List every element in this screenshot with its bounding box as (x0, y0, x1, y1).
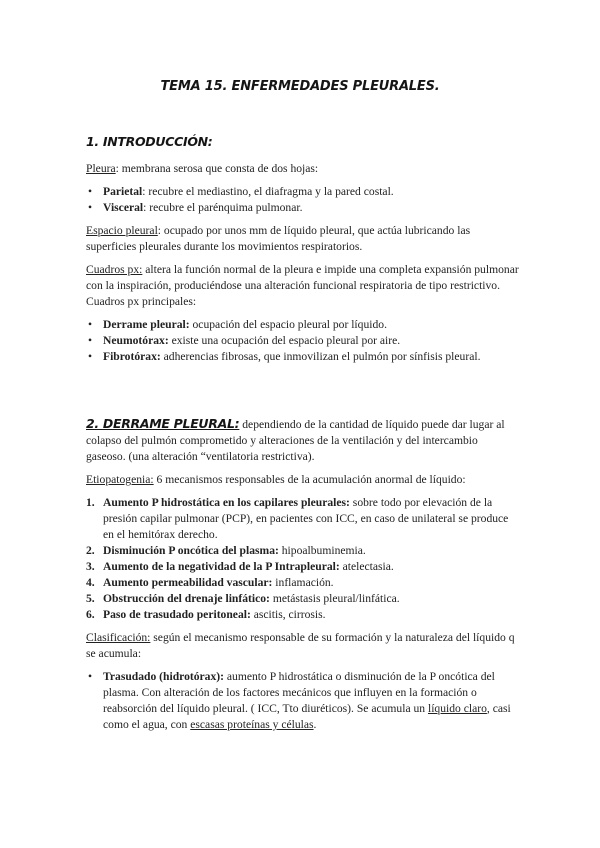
list-item: • Parietal: recubre el mediastino, el diafragma y la pared costal. (88, 185, 394, 198)
list-item: 6. Paso de trasudado peritoneal: ascitis, cirrosis. (86, 608, 326, 621)
list-item: • Neumotórax: existe una ocupación del espacio pleural por aire. (88, 334, 401, 347)
bullet-icon: • (88, 185, 93, 198)
bullet-icon: • (88, 350, 93, 363)
derrame-section (86, 416, 520, 733)
pleura-term: Pleura (86, 162, 116, 175)
bullet-icon: • (88, 670, 93, 683)
bullet-icon: • (88, 318, 93, 331)
espacio-paragraph: Espacio pleural: ocupado por unos mm de líquido pleural, que actúa lubricando las superficies pleurales durante los movimientos respiratorios. (86, 224, 471, 253)
bullet-icon: • (88, 334, 93, 347)
clasificacion-list (86, 669, 520, 733)
cuadros-list (86, 317, 520, 365)
list-item: • Trasudado (hidrotórax): aumento P hidrostática o disminución de la P oncótica del plasma. Con alteración de los factores mecánicos que influyen en la formación o reabsorción del líquido pleural. ( ICC, Tto diuréticos). Se acumula un líquido claro, casi como el agua, con escasas proteínas y células. (88, 670, 511, 731)
list-item: 4. Aumento permeabilidad vascular: inflamación. (86, 576, 334, 589)
derrame-heading: 2. DERRAME PLEURAL: (86, 416, 240, 431)
list-item: 2. Disminución P oncótica del plasma: hipoalbuminemia. (86, 544, 366, 557)
list-item: • Fibrotórax: adherencias fibrosas, que inmovilizan el pulmón por sínfisis pleural. (88, 350, 481, 363)
pleura-list (86, 184, 520, 216)
list-item: 1. Aumento P hidrostática en los capilares pleurales: sobre todo por elevación de la presión capilar pulmonar (PCP), en pacientes con ICC, en caso de unilateral se produce en el hemitórax derecho. (86, 496, 509, 541)
bullet-icon: • (88, 201, 93, 214)
etio-paragraph: Etiopatogenia: 6 mecanismos responsables de la acumulación anormal de líquido: (86, 473, 466, 486)
pleura-text: : membrana serosa que consta de dos hojas: (115, 162, 319, 175)
list-item: • Visceral: recubre el parénquima pulmonar. (88, 201, 303, 214)
list-item: 3. Aumento de la negatividad de la P Intrapleural: atelectasia. (86, 560, 394, 573)
derrame-intro: 2. DERRAME PLEURAL: dependiendo de la cantidad de líquido puede dar lugar al colapso del pulmón comprometido y alteraciones de la ventilación y del intercambio gaseoso. (una alteración “ventilatoria restrictiva). (86, 416, 505, 463)
list-item: • Derrame pleural: ocupación del espacio pleural por líquido. (88, 318, 387, 331)
pleura-paragraph (86, 161, 520, 177)
clasificacion-paragraph: Clasificación: según el mecanismo responsable de su formación y la naturaleza del líquido q se acumula: (86, 631, 515, 660)
mechanism-list (86, 495, 520, 623)
cuadros-paragraph: Cuadros px: altera la función normal de la pleura e impide una completa expansión pulmonar con la inspiración, produciéndose una alteración funcional respiratoria de tipo restrictivo. Cuadros px principales: (86, 263, 519, 308)
list-item: 5. Obstrucción del drenaje linfático: metástasis pleural/linfática. (86, 592, 400, 605)
intro-section (86, 134, 520, 365)
intro-heading: 1. INTRODUCCIÓN: (86, 134, 213, 149)
page-title: TEMA 15. ENFERMEDADES PLEURALES. (160, 79, 440, 94)
